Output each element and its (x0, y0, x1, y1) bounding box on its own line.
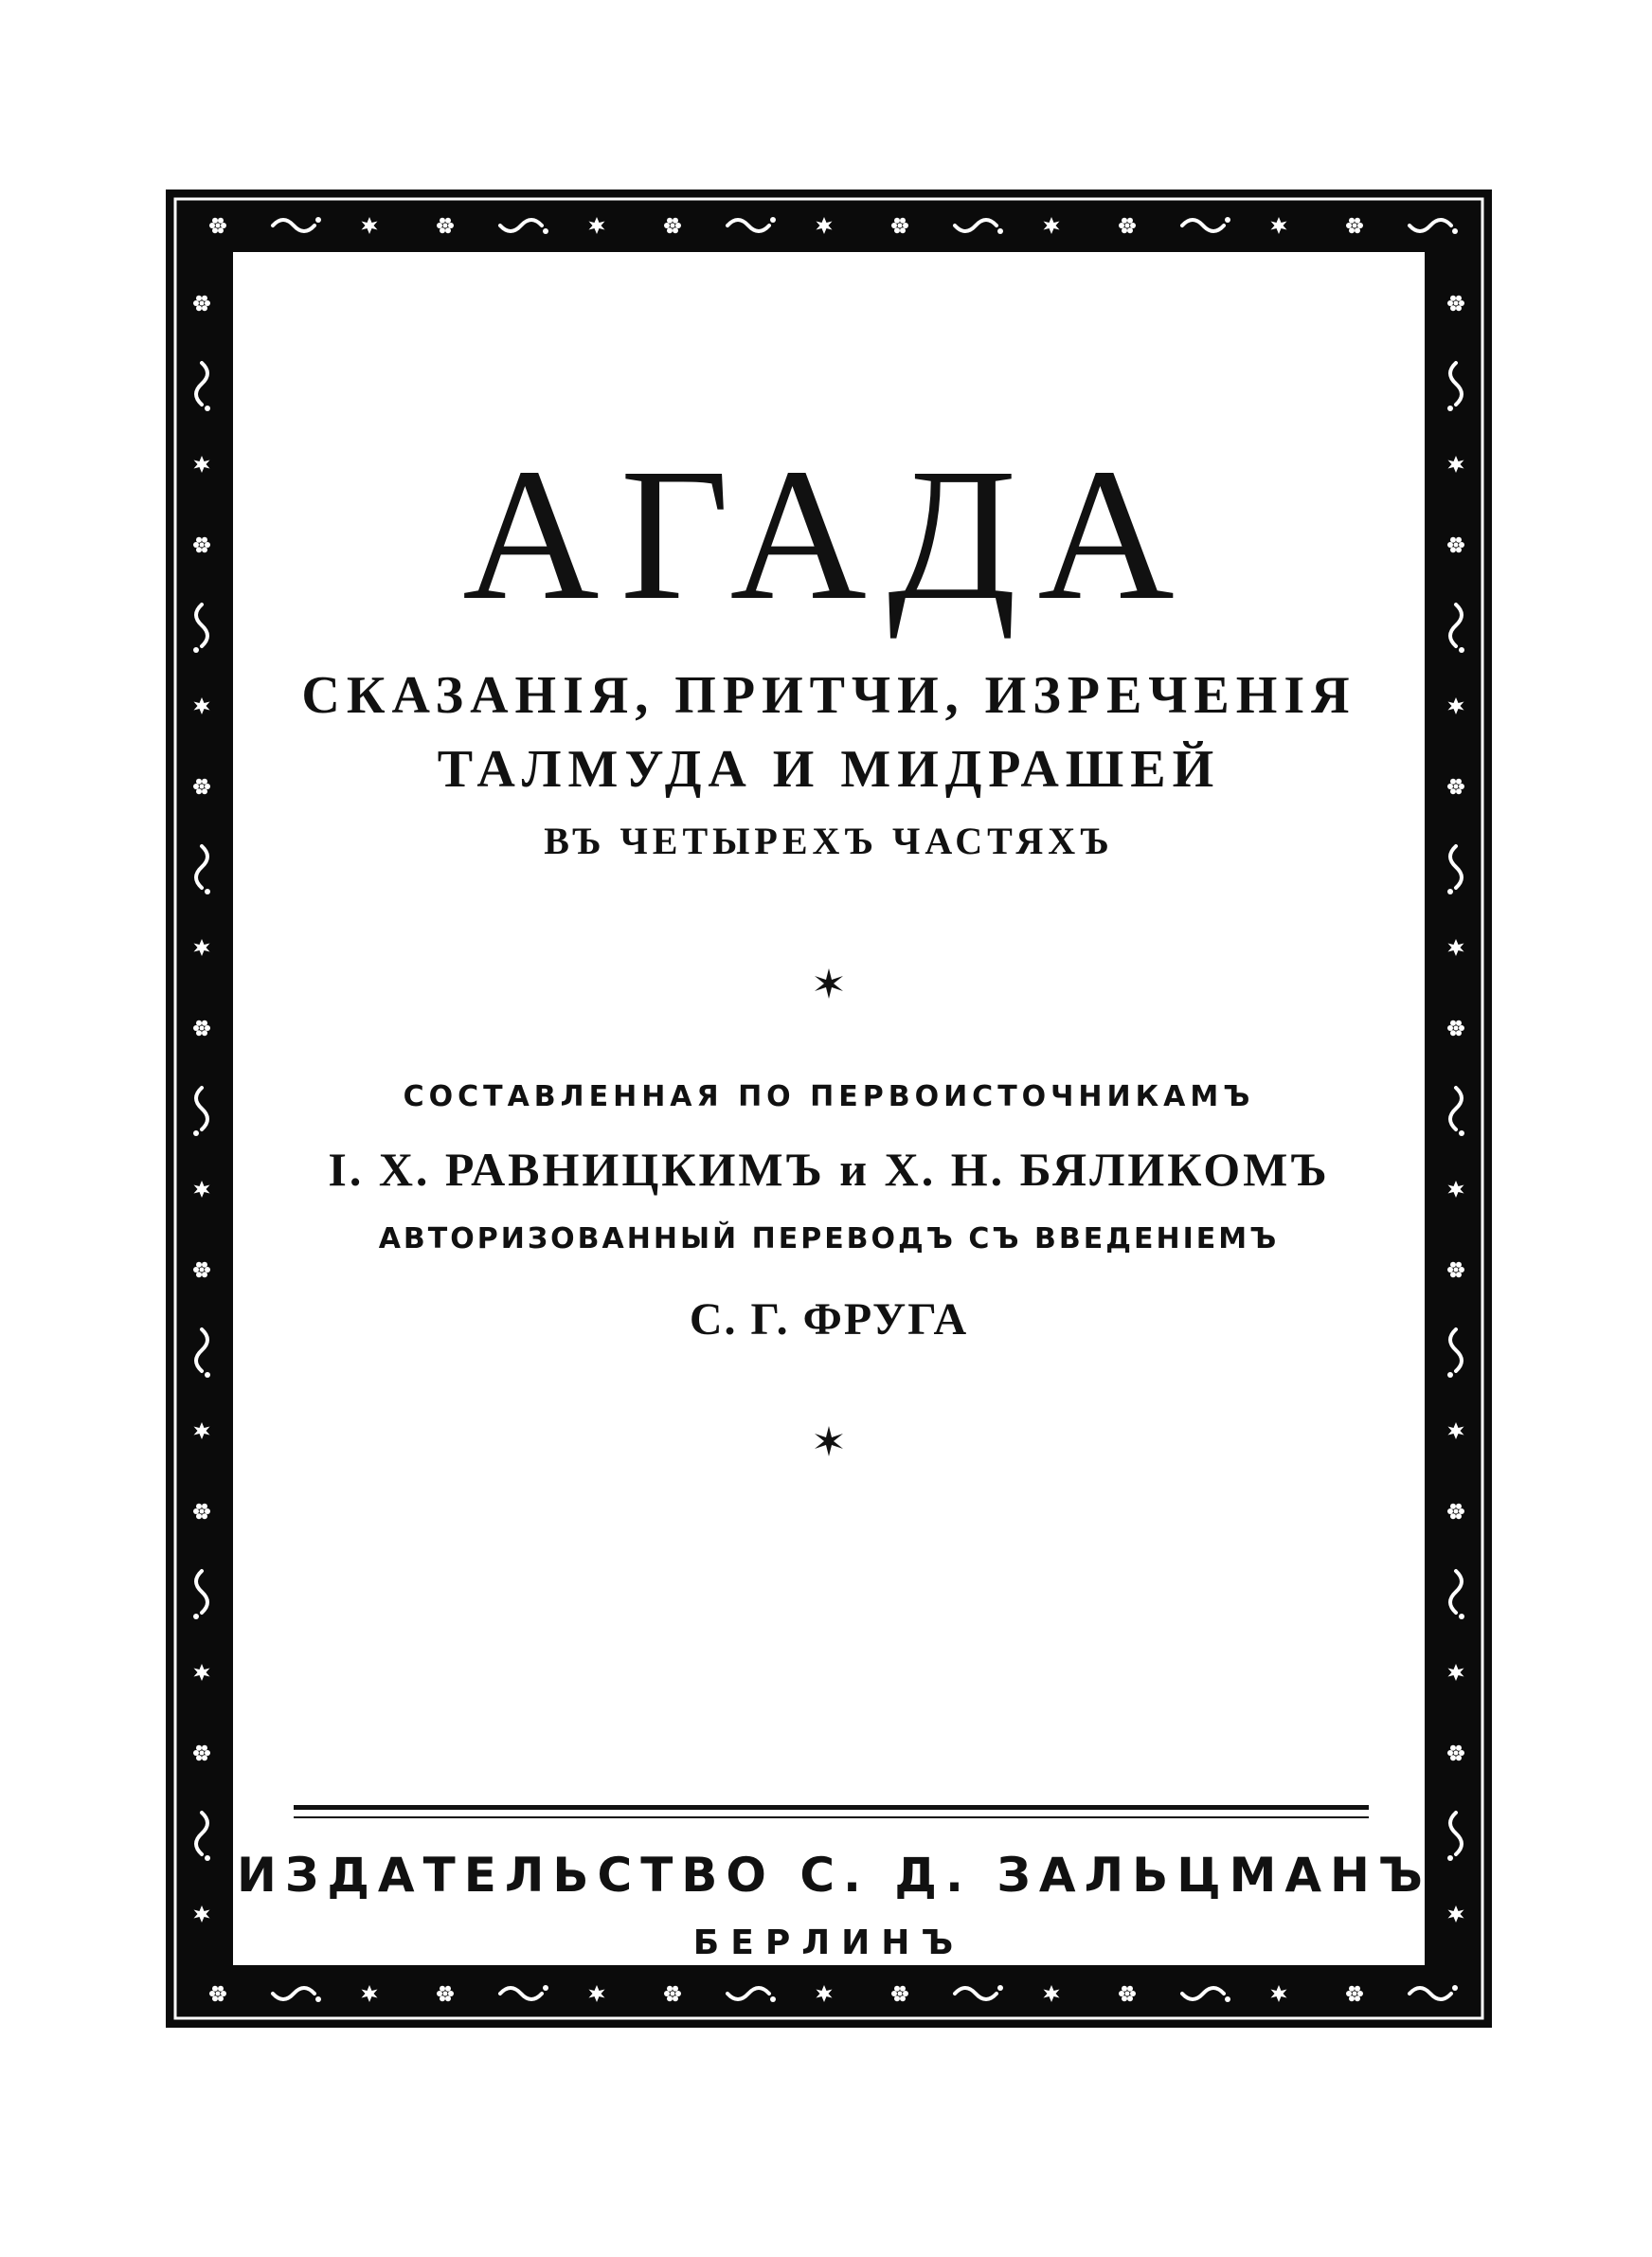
border-flower (193, 1262, 210, 1277)
border-vine (1182, 220, 1224, 231)
border-vine (1410, 220, 1451, 231)
border-vine (196, 1329, 207, 1371)
border-bud (193, 647, 199, 653)
border-bud (1459, 1130, 1464, 1136)
border-flower (193, 1504, 210, 1519)
subtitle-line-2: ТАЛМУДА И МИДРАШЕЙ (437, 740, 1221, 799)
border-star (817, 217, 833, 234)
border-vine (1450, 846, 1462, 888)
border-star (194, 1905, 210, 1923)
border-bud (1225, 217, 1230, 223)
border-flower (1346, 1986, 1363, 2001)
six-point-star-icon (812, 966, 846, 1001)
border-star (1448, 1664, 1464, 1681)
border-bud (1452, 1985, 1458, 1991)
translation-label: АВТОРИЗОВАННЫЙ ПЕРЕВОДЪ СЪ ВВЕДЕНІЕМЪ (378, 1222, 1280, 1255)
border-star (362, 217, 378, 234)
border-vine (1182, 1988, 1224, 1999)
border-flower (193, 779, 210, 794)
border-star (194, 456, 210, 473)
border-vine (1450, 1088, 1462, 1129)
border-flower (1119, 1986, 1136, 2001)
border-bud (770, 217, 776, 223)
border-flower (891, 218, 908, 233)
border-star (1044, 1985, 1060, 2002)
border-vine (273, 220, 314, 231)
compiled-label: СОСТАВЛЕННАЯ ПО ПЕРВОИСТОЧНИКАМЪ (403, 1080, 1255, 1113)
border-star (1044, 217, 1060, 234)
subtitle-line-3: ВЪ ЧЕТЫРЕХЪ ЧАСТЯХЪ (544, 820, 1114, 862)
border-flower (1447, 779, 1464, 794)
border-vine (196, 1571, 207, 1613)
border-bud (770, 1996, 776, 2002)
border-star (362, 1985, 378, 2002)
border-bud (193, 1130, 199, 1136)
border-star (1448, 939, 1464, 956)
border-bud (193, 1614, 199, 1619)
border-vine (196, 1088, 207, 1129)
border-vine (727, 1988, 769, 1999)
translator: С. Г. ФРУГА (689, 1294, 969, 1345)
border-vine (196, 363, 207, 405)
border-vine (196, 846, 207, 888)
border-bud (1452, 228, 1458, 234)
six-point-star-icon (812, 1424, 846, 1458)
border-vine (1450, 605, 1462, 646)
border-star (194, 1664, 210, 1681)
border-flower (664, 218, 681, 233)
border-star (194, 1422, 210, 1439)
border-vine (196, 605, 207, 646)
border-star (194, 939, 210, 956)
border-flower (437, 1986, 454, 2001)
authors: І. Х. РАВНИЦКИМЪ и Х. Н. БЯЛИКОМЪ (328, 1143, 1330, 1196)
border-bud (205, 1372, 210, 1378)
border-bud (1225, 1996, 1230, 2002)
border-vine (500, 1988, 542, 1999)
border-star (1271, 217, 1287, 234)
imprint-rule-thin (294, 1816, 1369, 1818)
border-flower (1447, 1262, 1464, 1277)
border-bud (1447, 406, 1453, 411)
border-flower (1447, 1020, 1464, 1036)
border-star (589, 1985, 605, 2002)
border-flower (1447, 537, 1464, 552)
border-bud (1447, 1372, 1453, 1378)
border-vine (500, 220, 542, 231)
border-bud (205, 889, 210, 894)
border-bud (205, 1855, 210, 1861)
border-bud (315, 1996, 321, 2002)
border-flower (891, 1986, 908, 2001)
border-flower (193, 1745, 210, 1760)
border-bud (315, 217, 321, 223)
border-vine (1410, 1988, 1451, 1999)
border-star (1271, 1985, 1287, 2002)
border-vine (955, 1988, 997, 1999)
border-bud (1447, 1855, 1453, 1861)
border-bud (1459, 647, 1464, 653)
subtitle-line-1: СКАЗАНІЯ, ПРИТЧИ, ИЗРЕЧЕНІЯ (301, 666, 1356, 725)
border-flower (1447, 1745, 1464, 1760)
imprint-rule-thick (294, 1805, 1369, 1810)
border-flower (193, 537, 210, 552)
border-star (1448, 697, 1464, 714)
border-flower (1447, 296, 1464, 311)
border-bud (997, 228, 1003, 234)
border-vine (273, 1988, 314, 1999)
border-flower (1346, 218, 1363, 233)
border-star (1448, 1905, 1464, 1923)
border-vine (727, 220, 769, 231)
publisher: ИЗДАТЕЛЬСТВО С. Д. ЗАЛЬЦМАНЪ (237, 1848, 1431, 1903)
book-title: АГАДА (462, 430, 1195, 640)
border-bud (543, 1985, 548, 1991)
decorative-border-frame (166, 190, 1492, 2028)
border-star (589, 217, 605, 234)
border-vine (955, 220, 997, 231)
border-star (817, 1985, 833, 2002)
border-star (194, 697, 210, 714)
border-bud (997, 1985, 1003, 1991)
border-bud (205, 406, 210, 411)
border-vine (1450, 1571, 1462, 1613)
border-bud (1459, 1614, 1464, 1619)
border-star (1448, 1181, 1464, 1198)
border-vine (1450, 1813, 1462, 1854)
border-flower (193, 1020, 210, 1036)
border-bud (543, 228, 548, 234)
border-star (1448, 1422, 1464, 1439)
border-flower (209, 218, 226, 233)
border-flower (664, 1986, 681, 2001)
border-flower (437, 218, 454, 233)
border-bud (1447, 889, 1453, 894)
border-flower (1119, 218, 1136, 233)
border-flower (193, 296, 210, 311)
border-star (1448, 456, 1464, 473)
border-vine (1450, 363, 1462, 405)
border-flower (209, 1986, 226, 2001)
border-star (194, 1181, 210, 1198)
border-vine (1450, 1329, 1462, 1371)
publication-city: БЕРЛИНЪ (692, 1923, 965, 1962)
border-vine (196, 1813, 207, 1854)
title-page-panel (237, 256, 1431, 1962)
border-flower (1447, 1504, 1464, 1519)
